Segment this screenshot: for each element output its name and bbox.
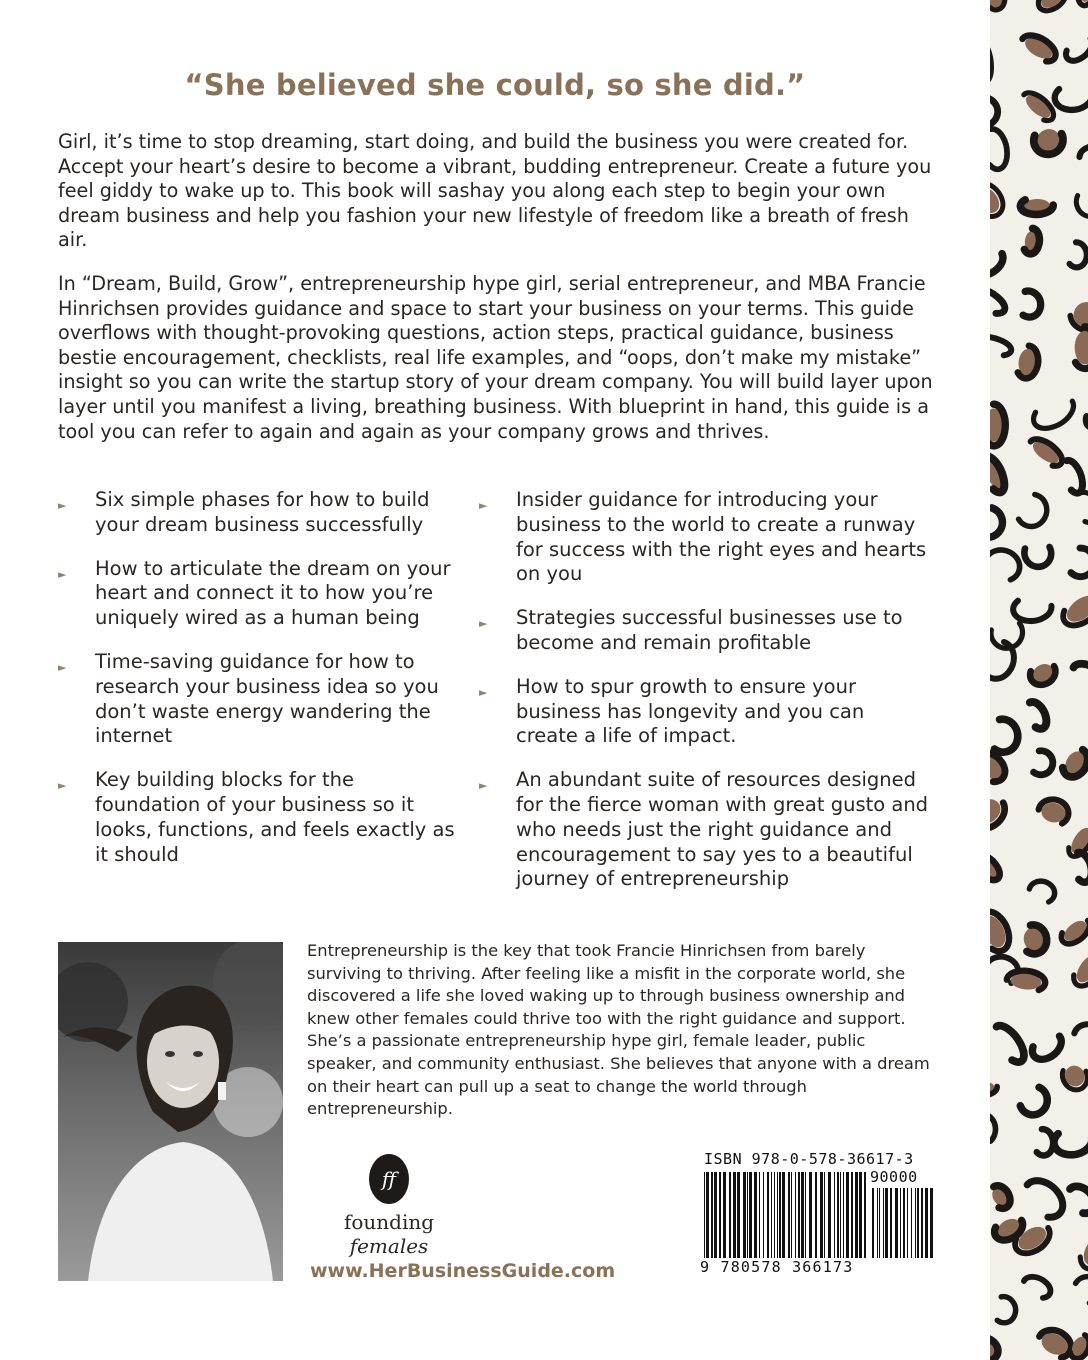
barcode-bar (917, 1188, 919, 1258)
leopard-spot (1053, 1129, 1088, 1158)
bullet-arrow-icon: ► (479, 685, 488, 699)
barcode-bar (788, 1172, 790, 1258)
intro-paragraph: Girl, it’s time to stop dreaming, start doing, and build the business you were created for. Accept your heart’s desire to become a vibrant, budding entrepreneur. Create a future you feel giddy to wake up to. This book will sashay you along each step to begin your own dream business and help you fashion your new lifestyle of freedom like a breath of fresh air. (58, 130, 932, 252)
leopard-spot (1023, 228, 1040, 255)
leopard-spot (1019, 30, 1060, 65)
leopard-spot (1061, 458, 1086, 495)
barcode-bar (843, 1172, 844, 1258)
barcode-bar (779, 1172, 781, 1258)
leopard-spot (1077, 0, 1088, 7)
leopard-spot (991, 1021, 1030, 1065)
leopard-spot (1076, 1228, 1088, 1276)
leopard-spot (1082, 394, 1088, 434)
publisher-name: founding females (343, 1210, 435, 1258)
barcode-bar (801, 1172, 804, 1258)
price-addon-code: 90000 (870, 1168, 918, 1186)
barcode-bar (777, 1172, 778, 1258)
barcode-bar (767, 1172, 769, 1258)
leopard-spot (990, 545, 1024, 581)
leopard-spot (1060, 1062, 1088, 1094)
ff-monogram-icon: ff (369, 1154, 409, 1204)
leopard-spot (1060, 745, 1088, 781)
barcode-bar (729, 1172, 731, 1258)
leopard-spot (1071, 660, 1088, 687)
barcode-bar (706, 1172, 709, 1258)
barcode-bar (879, 1188, 880, 1258)
isbn-label: ISBN 978-0-578-36617-3 (704, 1150, 914, 1168)
barcode-bar (754, 1172, 757, 1258)
leopard-spot (990, 907, 1015, 955)
barcode-bar (749, 1172, 752, 1258)
list-item: ► Strategies successful businesses use to become and remain profitable (479, 606, 903, 654)
bullet-arrow-icon: ► (479, 499, 488, 512)
barcode-bar (795, 1172, 796, 1258)
leopard-spot (1027, 878, 1057, 902)
barcode-bar (771, 1172, 772, 1258)
barcode-bar (846, 1172, 849, 1258)
author-portrait-illustration (58, 942, 283, 1281)
website-url[interactable]: www.HerBusinessGuide.com (310, 1260, 616, 1282)
list-item: ► Time-saving guidance for how to research your business idea so you don’t waste energy wandering the internet (58, 649, 439, 748)
leopard-spot (990, 792, 1011, 836)
bullet-arrow-icon: ► (58, 779, 67, 793)
leopard-spot (990, 96, 999, 127)
leopard-spot (990, 176, 1010, 220)
barcode-bar (877, 1188, 878, 1258)
barcode-bar (837, 1172, 839, 1258)
author-bio: Entrepreneurship is the key that took Francie Hinrichsen from barely surviving to thriving. After feeling like a misfit in the corporate world, she discovered a life she loved waking up to through business ownership and knew other females could thrive too with the right guidance and support. She’s a passionate entrepreneurship hype girl, female leader, public speaker, and community enthusiast. She believes that anyone with a dream on their heart can pull up a seat to change the world through entrepreneurship. (307, 941, 930, 1119)
barcode-bar (855, 1172, 858, 1258)
barcode-bar (921, 1188, 923, 1258)
list-item: ► How to spur growth to ensure your business has longevity and you can create a life of impact. (479, 674, 865, 748)
leopard-spot (1026, 434, 1066, 469)
barcode-bar (809, 1172, 812, 1258)
leopard-spot (1020, 199, 1053, 215)
barcode-bar (733, 1172, 736, 1258)
leopard-spot (990, 453, 1009, 494)
leopard-spot (1064, 1181, 1088, 1216)
leopard-spot (1070, 947, 1088, 991)
leopard-spot (1031, 749, 1054, 775)
barcode-bar (798, 1172, 800, 1258)
leopard-spot (990, 283, 1009, 316)
leopard-spot (1070, 548, 1088, 577)
leopard-spot (1006, 969, 1046, 991)
barcode-bar (723, 1172, 726, 1258)
description-paragraph: In “Dream, Build, Grow”, entrepreneurship hype girl, serial entrepreneur, and MBA Francie Hinrichsen provides guidance and space to start your business on your terms. This guide overflows with thought-provoking questions, action steps, practical guidance, business bestie encouragement, checklists, real life examples, and “oops, don’t make my mistake” insight so you can write the startup story of your dream company. You will build layer upon layer until you manifest a living, breathing business. With blueprint in hand, this guide is a tool you can refer to again and again as your company grows and thrives. (58, 272, 933, 443)
leopard-spot (990, 37, 994, 82)
leopard-spot (1074, 188, 1088, 220)
leopard-spot (1030, 124, 1067, 159)
leopard-spot (1017, 288, 1043, 319)
leopard-spot (990, 1113, 996, 1142)
author-photo (58, 942, 283, 1281)
barcode-bar (851, 1172, 853, 1258)
barcode-bar (895, 1188, 898, 1258)
leopard-spot (990, 1334, 1001, 1360)
barcode-bar (885, 1188, 888, 1258)
feature-list-right (479, 488, 929, 911)
leopard-pattern (990, 0, 1088, 1360)
leopard-spot (1025, 699, 1051, 731)
leopard-spot (1030, 393, 1079, 435)
leopard-spot (1059, 588, 1088, 632)
ean-digits: 9 780578 366173 (700, 1258, 854, 1276)
barcode-bar (711, 1172, 713, 1258)
barcode-bar (747, 1172, 748, 1258)
barcode-bar (759, 1172, 760, 1258)
bullet-arrow-icon: ► (58, 567, 67, 581)
leopard-spot (1075, 327, 1088, 369)
publisher-logo (304, 1154, 474, 1258)
barcode-bar (719, 1172, 721, 1258)
list-item: ► Insider guidance for introducing your business to the world to create a runway for success with the right eyes and hearts on you (479, 488, 927, 586)
barcode-bar (883, 1188, 884, 1258)
leopard-spot (990, 245, 1007, 281)
barcode-bar (911, 1188, 912, 1258)
leopard-spot (1069, 242, 1087, 268)
barcode-bar (872, 1188, 874, 1258)
barcode-bar (907, 1188, 908, 1258)
leopard-spot (990, 851, 1004, 883)
leopard-spot (1027, 659, 1060, 690)
list-item: ► An abundant suite of resources designed for the fierce woman with great gusto and who needs just the right guidance and encouragement to say yes to a beautiful journey of entrepreneurship (479, 768, 929, 891)
barcode-bar (824, 1172, 825, 1258)
leopard-spot (1019, 1083, 1052, 1119)
isbn-barcode-block (700, 1150, 940, 1280)
bullet-arrow-icon: ► (479, 779, 488, 793)
barcode-bar (743, 1172, 746, 1258)
leopard-spot (990, 1081, 998, 1097)
list-item: ► How to articulate the dream on your heart and connect it to how you’re uniquely wired as a human being (58, 556, 451, 630)
barcode-bar (840, 1172, 841, 1258)
bullet-arrow-icon: ► (58, 660, 67, 674)
barcode-bar (864, 1172, 866, 1258)
barcode-bar (828, 1172, 831, 1258)
leopard-spot (1012, 597, 1053, 623)
barcode-bar (704, 1172, 705, 1258)
leopard-spot (1021, 1273, 1054, 1300)
list-item: ► Six simple phases for how to build your dream business successfully (58, 488, 430, 536)
feature-list-left (58, 488, 458, 886)
leopard-spot (1054, 85, 1088, 113)
barcode-bar (834, 1172, 835, 1258)
list-item: ► Key building blocks for the foundation of your business so it looks, functions, and feels exactly as it should (58, 768, 455, 866)
barcode-bar (890, 1188, 892, 1258)
leopard-spot (1017, 345, 1040, 380)
leopard-spot (1079, 144, 1088, 168)
barcode-bar (714, 1172, 717, 1258)
leopard-spot (990, 0, 1007, 11)
leopard-spot (1072, 1021, 1088, 1051)
leopard-spot (1058, 915, 1088, 949)
leopard-spot (1018, 492, 1050, 529)
leopard-print-border (990, 0, 1088, 1360)
leopard-spot (1020, 1173, 1070, 1221)
leopard-spot (1029, 1030, 1066, 1065)
leopard-spot (1037, 797, 1071, 825)
barcode-bar (859, 1172, 862, 1258)
barcode-bar (763, 1172, 764, 1258)
leopard-spot (990, 717, 1021, 754)
barcode-bar (774, 1172, 775, 1258)
leopard-spot (1035, 0, 1071, 16)
barcode-bar (820, 1172, 823, 1258)
barcode-bar (805, 1172, 806, 1258)
bullet-arrow-icon: ► (479, 617, 488, 631)
barcode-bar (915, 1188, 916, 1258)
barcode-bar (791, 1172, 792, 1258)
leopard-spot (990, 404, 1005, 446)
tagline-quote: “She believed she could, so she did.” (184, 68, 806, 102)
leopard-spot (1021, 538, 1055, 571)
leopard-spot (990, 505, 1006, 542)
barcode-bar (900, 1188, 901, 1258)
leopard-spot (1071, 1272, 1088, 1305)
leopard-spot (993, 1295, 1018, 1325)
bullet-arrow-icon: ► (58, 499, 67, 512)
leopard-spot (990, 127, 1010, 171)
leopard-spot (990, 1182, 1014, 1211)
barcode-bar (815, 1172, 817, 1258)
barcode-bar (737, 1172, 740, 1258)
barcode-bar (925, 1188, 928, 1258)
leopard-spot (990, 333, 1013, 356)
leopard-spot (1063, 34, 1088, 66)
leopard-spot (1021, 922, 1049, 955)
barcode-bar (782, 1172, 785, 1258)
barcode-bar (930, 1188, 933, 1258)
barcode-bar (903, 1188, 905, 1258)
